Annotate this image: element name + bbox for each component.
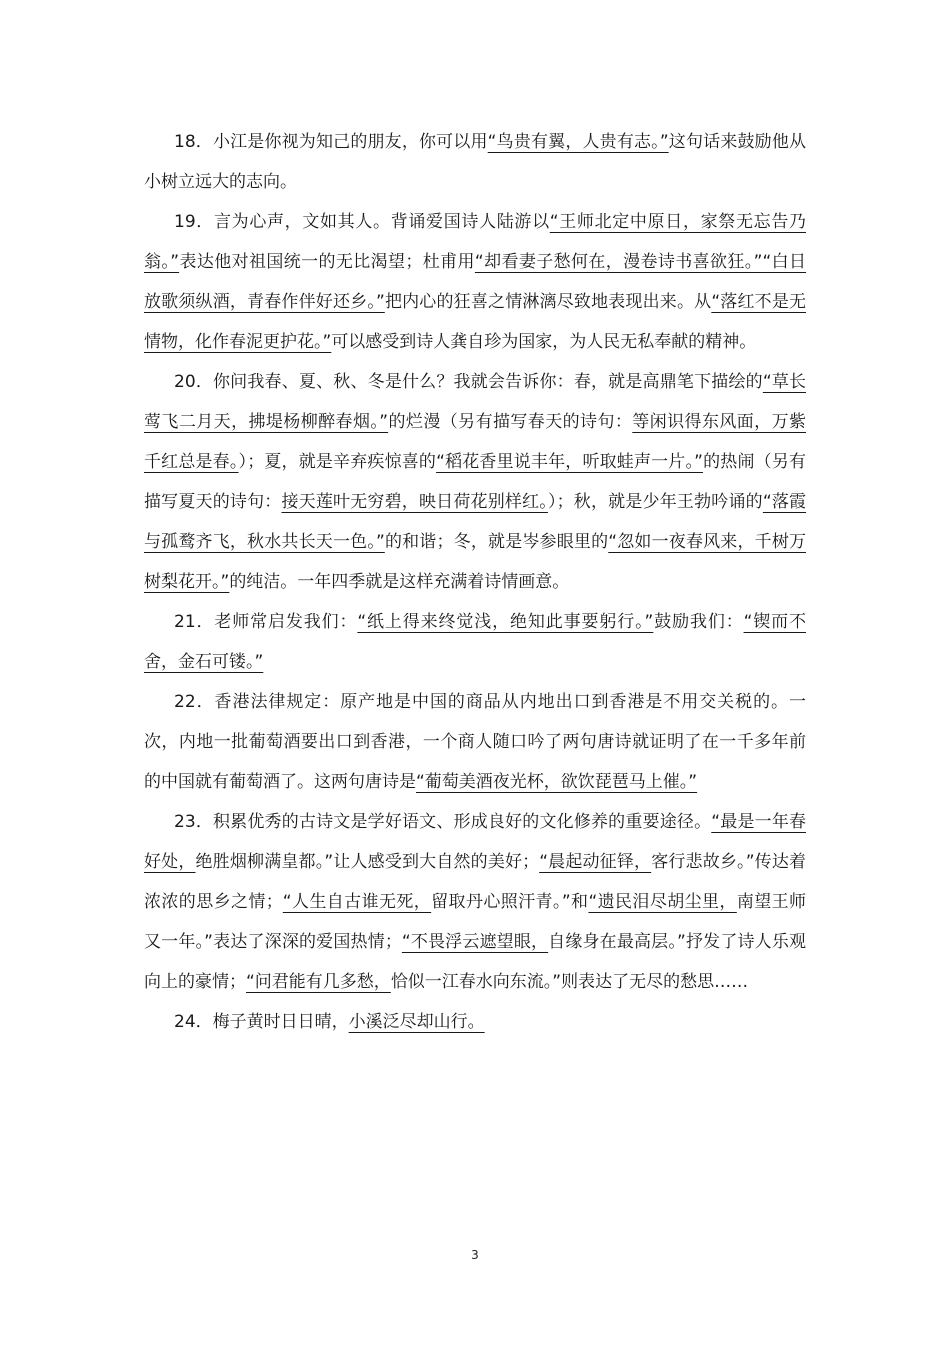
question-text: 恰似一江春水向东流。”则表达了无尽的愁思…… (390, 972, 749, 992)
underlined-answer: “问君能有几多愁， (246, 972, 391, 992)
question-text: 客行悲故乡。”传达着浓浓的思乡之情； (144, 852, 807, 912)
underlined-answer: 等闲识得东风面，万紫千红总是春。 (144, 412, 807, 472)
question-text: ）；夏，就是辛弃疾惊喜的 (238, 452, 437, 472)
underlined-answer: “忽如一夜春风来，千树万树梨花开。” (144, 532, 806, 592)
page-number: 3 (471, 1248, 479, 1262)
question-20 (144, 362, 806, 602)
underlined-answer: “草长莺飞二月天，拂堤杨柳醉春烟。” (144, 372, 806, 432)
question-text: 南望王师又一年。”表达了深深的爱国热情； (144, 892, 807, 952)
question-text: 22．香港法律规定：原产地是中国的商品从内地出口到香港是不用交关税的。一次，内地一批葡萄酒要出口到香港，一个商人随口吟了两句唐诗就证明了在一千多年前的中国就有葡萄酒了。这两句唐诗是 (144, 692, 806, 792)
question-21 (144, 602, 806, 682)
question-text: 表达他对祖国统一的无比渴望；杜甫用 (179, 252, 475, 272)
question-text: 留取丹心照汗青。”和 (431, 892, 589, 912)
question-text: 24．梅子黄时日日晴， (174, 1012, 349, 1032)
underlined-answer: “落红不是无情物，化作春泥更护花。” (144, 292, 807, 352)
underlined-answer: “稻花香里说丰年，听取蛙声一片。” (436, 452, 703, 472)
underlined-answer: “王师北定中原日，家祭无忘告乃翁。” (144, 212, 806, 272)
question-text: ）；秋，就是少年王勃吟诵的 (547, 492, 763, 512)
underlined-answer: 接天莲叶无穷碧，映日荷花别样红。 (281, 492, 548, 512)
question-18 (144, 122, 806, 202)
underlined-answer: “晨起动征铎， (539, 852, 652, 872)
underlined-answer: “葡萄美酒夜光杯，欲饮琵琶马上催。” (416, 772, 698, 792)
underlined-answer: “落霞与孤鹜齐飞，秋水共长天一色。” (144, 492, 807, 552)
underlined-answer: 小溪泛尽却山行。 (348, 1012, 485, 1032)
question-text: 自缘身在最高层。”抒发了诗人乐观向上的豪情； (144, 932, 807, 992)
question-text: 可以感受到诗人龚自珍为国家，为人民无私奉献的精神。 (331, 332, 757, 352)
question-text: 把内心的狂喜之情淋漓尽致地表现出来。从 (384, 292, 712, 312)
underlined-answer: “遗民泪尽胡尘里， (588, 892, 737, 912)
question-text: 23．积累优秀的古诗文是学好语文、形成良好的文化修养的重要途径。 (174, 812, 712, 832)
underlined-answer: “却看妻子愁何在，漫卷诗书喜欲狂。”“白日放歌须纵酒，青春作伴好还乡。” (144, 252, 807, 312)
question-text: 绝胜烟柳满皇都。”让人感受到大自然的美好； (195, 852, 540, 872)
underlined-answer: “不畏浮云遮望眼， (401, 932, 549, 952)
question-23 (144, 802, 806, 1002)
question-text: 的和谐；冬，就是岑参眼里的 (384, 532, 609, 552)
underlined-answer: “锲而不舍，金石可镂。” (144, 612, 807, 672)
question-text: 的烂漫（另有描写春天的诗句： (388, 412, 633, 432)
question-22 (144, 682, 806, 802)
question-19 (144, 202, 806, 362)
question-text: 的热闹（另有描写夏天的诗句： (144, 452, 806, 512)
question-text: 19．言为心声，文如其人。背诵爱国诗人陆游以 (174, 212, 550, 232)
underlined-answer: “纸上得来终觉浅，绝知此事要躬行。” (357, 612, 654, 632)
question-text: 20．你问我春、夏、秋、冬是什么？我就会告诉你：春，就是高鼎笔下描绘的 (174, 372, 763, 392)
question-text: 的纯洁。一年四季就是这样充满着诗情画意。 (229, 572, 570, 592)
question-list (144, 122, 806, 1042)
question-text: 21．老师常启发我们： (174, 612, 358, 632)
underlined-answer: “鸟贵有翼，人贵有志。” (487, 132, 669, 152)
question-text: 18．小江是你视为知己的朋友，你可以用 (174, 132, 488, 152)
question-24 (144, 1002, 806, 1042)
underlined-answer: “最是一年春好处， (144, 812, 806, 872)
question-text: 鼓励我们： (653, 612, 744, 632)
underlined-answer: “人生自古谁无死， (282, 892, 432, 912)
question-text: 这句话来鼓励他从小树立远大的志向。 (144, 132, 806, 192)
